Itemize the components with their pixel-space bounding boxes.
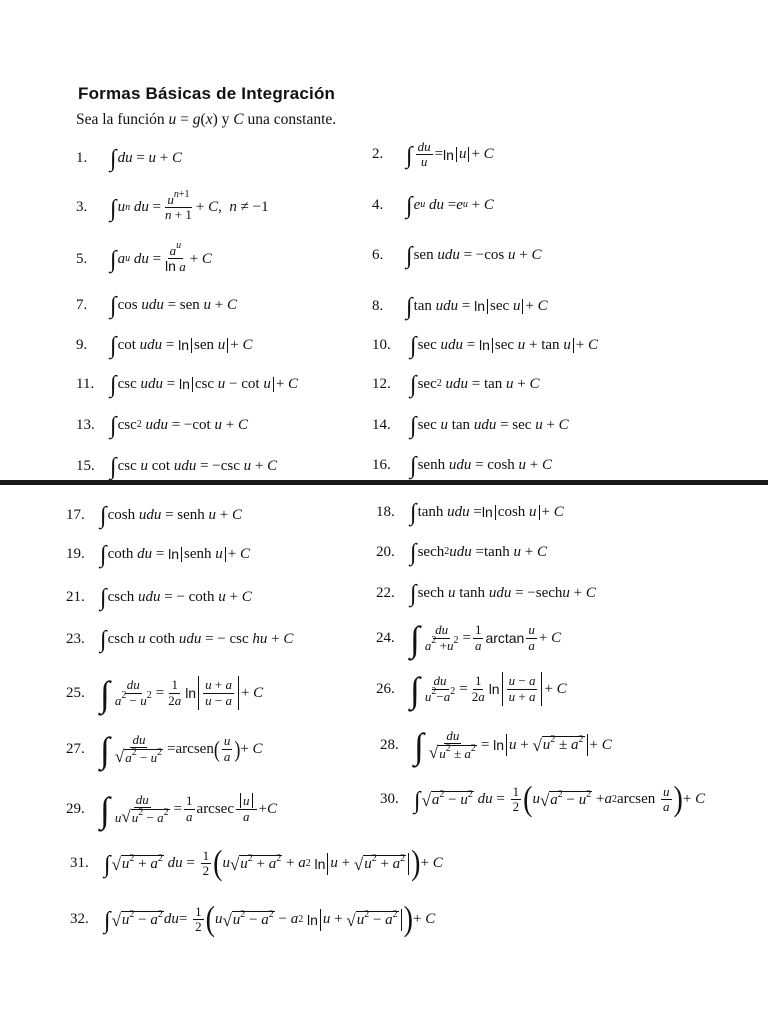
formula-number: 7. xyxy=(76,296,88,313)
formula-expression: ∫ √ $u^2 + a^2$ du = 1 2 ( u √ $u^2 + a^2$ + a 2 ln u + √ $u^2 + a^2$ ) + C xyxy=(104,843,443,883)
formula-number: 5. xyxy=(76,250,88,267)
formula-9 xyxy=(76,333,253,357)
formula-number: 11. xyxy=(76,375,95,392)
formula-expression: ∫ du = u + C xyxy=(110,146,183,172)
formula-number: 19. xyxy=(66,545,85,562)
formula-number: 24. xyxy=(376,629,395,646)
formula-number: 23. xyxy=(66,630,85,647)
formula-expression: ∫ cot udu = ln sen u + C xyxy=(110,333,253,359)
formula-14 xyxy=(372,413,569,437)
formula-expression: ∫ csc u cot udu = −csc u + C xyxy=(110,454,278,480)
formula-expression: ∫ cosh udu = senh u + C xyxy=(100,503,243,529)
formula-number: 8. xyxy=(372,297,384,314)
formula-expression: ∫ sec u tan udu = sec u + C xyxy=(410,413,569,439)
formula-5 xyxy=(76,240,212,275)
formula-23 xyxy=(66,627,293,651)
formula-8 xyxy=(372,294,548,318)
formula-number: 16. xyxy=(372,456,391,473)
formula-2 xyxy=(372,140,494,170)
formula-24 xyxy=(376,619,562,659)
formula-expression: ∫ √ $u^2 - a^2$ du = 1 2 ( u √ $u^2 - a^2$ − a 2 ln u + √ $u^2 - a^2$ ) + C xyxy=(104,899,436,939)
formula-number: 13. xyxy=(76,416,95,433)
formula-31 xyxy=(70,843,443,883)
formula-20 xyxy=(376,540,547,564)
formula-expression: ∫ csch udu = − coth u + C xyxy=(100,585,252,611)
formula-number: 9. xyxy=(76,336,88,353)
formula-25 xyxy=(66,674,264,714)
formula-expression: ∫ coth du = ln senh u + C xyxy=(100,542,251,568)
formula-4 xyxy=(372,193,494,217)
formula-30 xyxy=(380,779,706,819)
formula-number: 22. xyxy=(376,584,395,601)
formula-expression: ∫ du √ $u^2 \pm a^2$ = ln u + √ $u^2 \pm a^2$ + C xyxy=(414,726,612,766)
formula-28 xyxy=(380,726,612,766)
formula-expression: ∫ tanh udu = ln cosh u + C xyxy=(410,500,564,526)
formula-expression: ∫ u n du = $u^{n+1}$ n + 1 + C , n ≠ −1 xyxy=(110,189,269,223)
formula-expression: ∫ tan udu = ln sec u + C xyxy=(406,294,548,320)
formula-29 xyxy=(66,790,277,830)
section-divider xyxy=(0,480,768,485)
formula-expression: ∫ csc udu = ln csc u − cot u + C xyxy=(110,372,299,398)
formula-18 xyxy=(376,500,564,524)
formula-expression: ∫ sen udu = −cos u + C xyxy=(406,243,542,269)
formula-3 xyxy=(76,189,269,223)
formula-10 xyxy=(372,333,598,357)
formula-number: 29. xyxy=(66,800,85,817)
formula-expression: ∫ cos udu = sen u + C xyxy=(110,293,238,319)
formula-number: 26. xyxy=(376,680,395,697)
formula-expression: ∫ du u √ $u^2 - a^2$ = 1 a arcsec u a + C xyxy=(100,790,277,830)
formula-expression: ∫ √ $a^2 - u^2$ du = 1 2 ( u √ $a^2 - u^2$ + a 2 arcsen u a ) + C xyxy=(414,779,706,819)
document-subtitle: Sea la función u = g(x) y C una constante. xyxy=(76,111,337,128)
formula-number: 1. xyxy=(76,149,88,166)
formula-number: 4. xyxy=(372,196,384,213)
formula-expression: ∫ du $a^2 - u^2$ = 1 2a ln u + a u − a + C xyxy=(100,674,264,714)
formula-expression: ∫ sec 2 udu = tan u + C xyxy=(410,372,540,398)
formula-expression: ∫ sech u tanh udu = −sech u + C xyxy=(410,581,596,607)
formula-6 xyxy=(372,243,541,267)
formula-expression: ∫ du $u^2-a^2$ = 1 2a ln u − a u + a + C xyxy=(410,670,567,710)
formula-expression: ∫ csc 2 udu = −cot u + C xyxy=(110,413,248,439)
formula-expression: ∫ csch u coth udu = − csc hu + C xyxy=(100,627,294,653)
formula-expression: ∫ e u du = e u + C xyxy=(406,193,494,219)
formula-number: 15. xyxy=(76,457,95,474)
formula-7 xyxy=(76,293,237,317)
formula-number: 12. xyxy=(372,375,391,392)
formula-expression: ∫ senh udu = cosh u + C xyxy=(410,453,553,479)
formula-number: 20. xyxy=(376,543,395,560)
formula-number: 2. xyxy=(372,146,384,163)
formula-number: 6. xyxy=(372,246,384,263)
formula-27 xyxy=(66,730,263,770)
formula-22 xyxy=(376,581,596,605)
formula-number: 3. xyxy=(76,199,88,216)
formula-expression: ∫ sech 2 udu =tanh u + C xyxy=(410,540,548,566)
formula-16 xyxy=(372,453,552,477)
formula-26 xyxy=(376,670,567,710)
formula-11 xyxy=(76,372,298,396)
formula-number: 30. xyxy=(380,791,399,808)
formula-number: 25. xyxy=(66,684,85,701)
formula-number: 27. xyxy=(66,740,85,757)
formula-number: 10. xyxy=(372,336,391,353)
formula-number: 31. xyxy=(70,855,89,872)
formula-number: 32. xyxy=(70,911,89,928)
formula-19 xyxy=(66,542,250,566)
formula-13 xyxy=(76,413,248,437)
formula-expression: ∫ du √ $a^2 - u^2$ =arcsen ( u a ) + C xyxy=(100,730,263,770)
document-title: Formas Básicas de Integración xyxy=(78,84,336,103)
formula-expression: ∫ du u = ln u + C xyxy=(406,139,494,170)
formula-number: 28. xyxy=(380,736,399,753)
formula-number: 21. xyxy=(66,588,85,605)
formula-1 xyxy=(76,146,182,170)
formula-15 xyxy=(76,454,277,478)
formula-number: 14. xyxy=(372,416,391,433)
formula-expression: ∫ du $a^2 +u^2$ = 1 a arctan u a + C xyxy=(410,619,562,659)
formula-17 xyxy=(66,503,242,527)
formula-number: 17. xyxy=(66,506,85,523)
formula-expression: ∫ sec udu = ln sec u + tan u + C xyxy=(410,333,599,359)
formula-12 xyxy=(372,372,540,396)
formula-21 xyxy=(66,585,252,609)
formula-32 xyxy=(70,899,436,939)
formula-expression: ∫ a u du = $a^u$ ln a + C xyxy=(110,240,212,275)
formula-number: 18. xyxy=(376,503,395,520)
